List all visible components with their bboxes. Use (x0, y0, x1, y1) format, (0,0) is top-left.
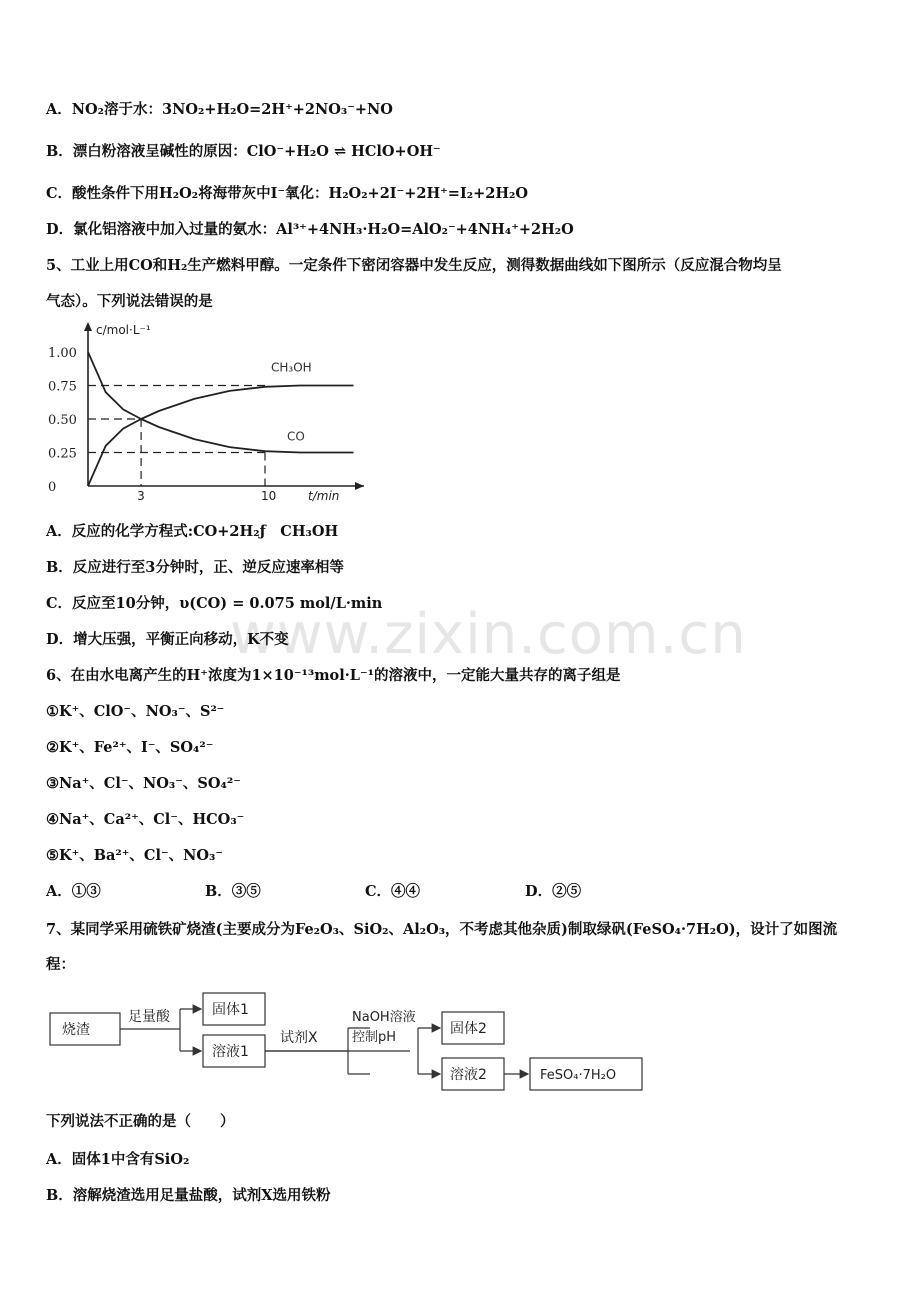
x-axis-label: t/min (308, 489, 340, 503)
x-axis-arrow (355, 482, 364, 490)
y-tick-label: 1.00 (48, 346, 77, 361)
arrow-reagent-x-label: 试剂X (280, 1030, 318, 1046)
q5-option-b: B．反应进行至3分钟时，正、逆反应速率相等 (46, 559, 344, 576)
node-slag-label: 烧渣 (62, 1022, 90, 1038)
node-solid2-label: 固体2 (450, 1021, 487, 1037)
q7-option-a: A．固体1中含有SiO₂ (46, 1151, 190, 1168)
node-solution2-label: 溶液2 (450, 1067, 487, 1083)
arrow-ph-label: 控制pH (352, 1030, 397, 1045)
q4-option-a: A．NO₂溶于水：3NO₂+H₂O=2H⁺+2NO₃⁻+NO (46, 101, 393, 118)
process-flowchart (40, 990, 660, 1100)
q4-option-d: D．氯化铝溶液中加入过量的氨水：Al³⁺+4NH₃·H₂O=AlO₂⁻+4NH₄⁺+2H₂O (46, 221, 574, 238)
watermark: www.zixin.com.cn (230, 602, 747, 667)
y-tick-label: 0.50 (48, 413, 77, 428)
q5-stem-line2: 气态）。下列说法错误的是 (46, 293, 213, 310)
node-product-label: FeSO₄·7H₂O (540, 1068, 617, 1083)
q6-group-5: ⑤K⁺、Ba²⁺、Cl⁻、NO₃⁻ (46, 847, 224, 864)
q4-option-b: B．漂白粉溶液呈碱性的原因：ClO⁻+H₂O ⇌ HClO+OH⁻ (46, 143, 441, 160)
y-tick-label: 0 (48, 480, 57, 495)
q7-stem-line2: 程： (46, 956, 75, 973)
q6-group-1: ①K⁺、ClO⁻、NO₃⁻、S²⁻ (46, 703, 225, 720)
node-solution1-label: 溶液1 (212, 1044, 249, 1060)
series-label-ch3oh: CH₃OH (271, 360, 312, 375)
q6-option-a: A．①③ (46, 883, 101, 900)
q6-option-d: D．②⑤ (525, 883, 582, 900)
y-tick-label: 0.25 (48, 446, 77, 462)
q6-group-4: ④Na⁺、Ca²⁺、Cl⁻、HCO₃⁻ (46, 811, 245, 828)
q5-stem-line1: 5、工业上用CO和H₂生产燃料甲醇。一定条件下密闭容器中发生反应，测得数据曲线如下图所示（反应混合物均呈 (46, 257, 782, 274)
q5-option-a: A．反应的化学方程式:CO+2H₂ƒ CH₃OH (46, 523, 339, 540)
q7-question: 下列说法不正确的是（ ） (46, 1113, 235, 1130)
q4-option-c: C．酸性条件下用H₂O₂将海带灰中I⁻氧化：H₂O₂+2I⁻+2H⁺=I₂+2H₂O (46, 185, 529, 202)
y-axis-label: c/mol·L⁻¹ (96, 323, 151, 337)
q6-stem: 6、在由水电离产生的H⁺浓度为1×10⁻¹³mol·L⁻¹的溶液中，一定能大量共存的离子组是 (46, 667, 621, 684)
series-label-co: CO (287, 429, 305, 444)
q5-option-d: D．增大压强，平衡正向移动，K不变 (46, 631, 289, 648)
q7-stem-line1: 7、某同学采用硫铁矿烧渣(主要成分为Fe₂O₃、SiO₂、Al₂O₃，不考虑其他杂质)制取绿矾(FeSO₄·7H₂O)，设计了如图流 (46, 921, 838, 938)
q6-option-b: B．③⑤ (205, 883, 261, 900)
y-axis-arrow (84, 322, 92, 331)
node-solid1-label: 固体1 (212, 1002, 249, 1018)
arrow-naoh-label: NaOH溶液 (352, 1010, 416, 1025)
q5-option-c: C．反应至10分钟，υ(CO) = 0.075 mol/L·min (46, 595, 383, 612)
arrow-acid-label: 足量酸 (128, 1009, 170, 1025)
x-tick-label: 3 (137, 489, 145, 503)
q6-option-c: C．④④ (365, 883, 421, 900)
q6-group-2: ②K⁺、Fe²⁺、I⁻、SO₄²⁻ (46, 739, 214, 756)
q7-option-b: B．溶解烧渣选用足量盐酸，试剂X选用铁粉 (46, 1187, 331, 1204)
concentration-time-chart (46, 318, 376, 506)
q6-group-3: ③Na⁺、Cl⁻、NO₃⁻、SO₄²⁻ (46, 775, 241, 792)
series-line-ch3oh (88, 386, 354, 487)
x-tick-label: 10 (261, 489, 277, 503)
y-tick-label: 0.75 (48, 379, 77, 395)
series-line-co (88, 352, 354, 453)
